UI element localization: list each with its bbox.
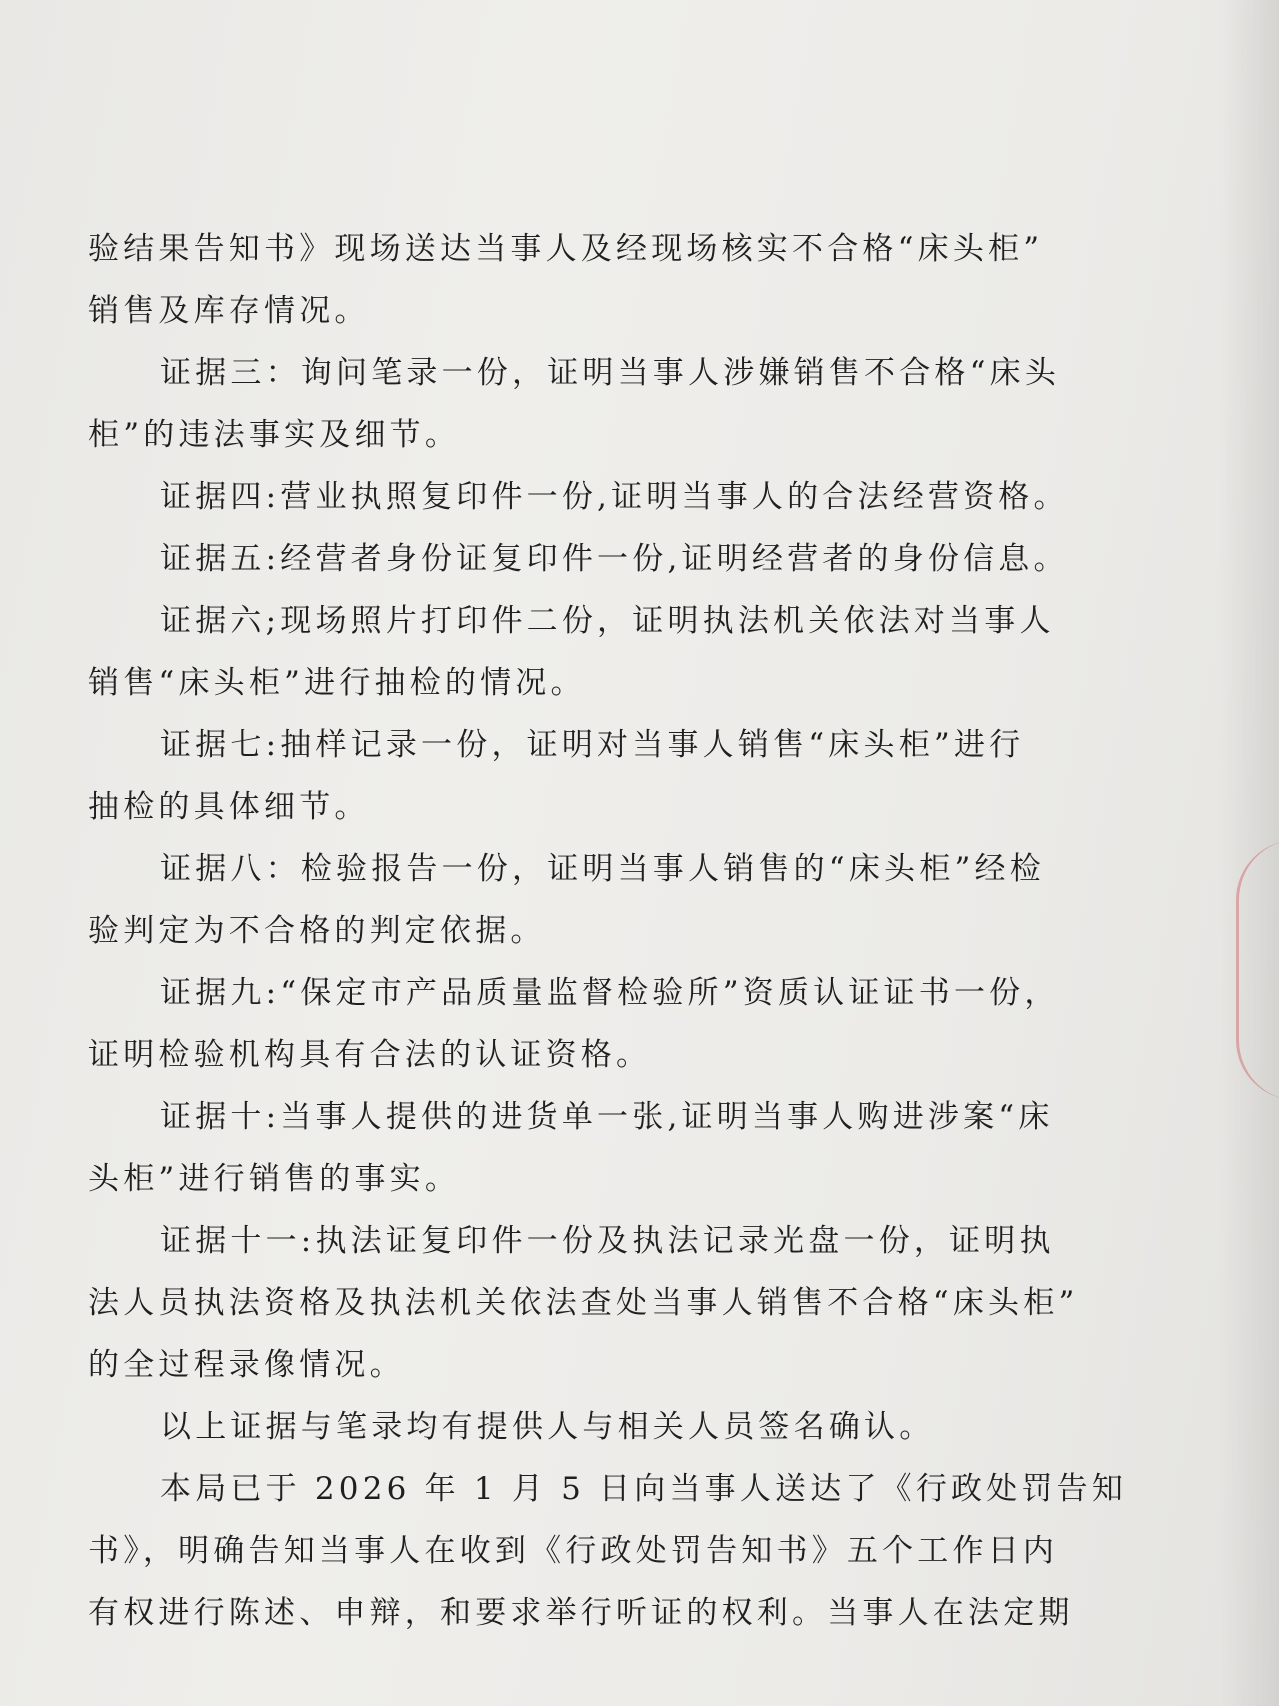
- text-line: 销售“床头柜”进行抽检的情况。: [88, 665, 586, 701]
- text-line: 有权进行陈述、申辩，和要求举行听证的权利。当事人在法定期: [88, 1595, 1074, 1631]
- text-line: 验结果告知书》现场送达当事人及经现场核实不合格“床头柜”: [88, 231, 1044, 267]
- text-line: 证据八：检验报告一份，证明当事人销售的“床头柜”经检: [160, 851, 1045, 887]
- text-line: 本局已于 2026 年 1 月 5 日向当事人送达了《行政处罚告知: [160, 1471, 1128, 1507]
- text-line: 书》，明确告知当事人在收到《行政处罚告知书》五个工作日内: [88, 1533, 1059, 1569]
- text-line: 证据七:抽样记录一份，证明对当事人销售“床头柜”进行: [160, 727, 1025, 763]
- text-line: 抽检的具体细节。: [88, 789, 370, 825]
- text-line: 证据十一:执法证复印件一份及执法记录光盘一份，证明执: [160, 1223, 1055, 1259]
- text-line: 验判定为不合格的判定依据。: [88, 913, 546, 949]
- text-line: 头柜”进行销售的事实。: [88, 1161, 461, 1197]
- text-line: 法人员执法资格及执法机关依法查处当事人销售不合格“床头柜”: [88, 1285, 1079, 1321]
- text-line: 柜”的违法事实及细节。: [88, 417, 461, 453]
- text-line: 的全过程录像情况。: [88, 1347, 405, 1383]
- text-line: 证明检验机构具有合法的认证资格。: [88, 1037, 652, 1073]
- text-line: 证据三：询问笔录一份，证明当事人涉嫌销售不合格“床头: [160, 355, 1061, 391]
- text-line: 证据六;现场照片打印件二份，证明执法机关依法对当事人: [160, 603, 1055, 639]
- document-body: [88, 218, 1128, 1644]
- text-line: 以上证据与笔录均有提供人与相关人员签名确认。: [160, 1409, 935, 1445]
- text-line: 证据十:当事人提供的进货单一张,证明当事人购进涉案“床: [160, 1099, 1054, 1135]
- text-line: 证据五:经营者身份证复印件一份,证明经营者的身份信息。: [160, 541, 1069, 577]
- text-line: 证据四:营业执照复印件一份,证明当事人的合法经营资格。: [160, 479, 1069, 515]
- text-line: 证据九:“保定市产品质量监督检验所”资质认证证书一份，: [160, 975, 1060, 1011]
- red-seal-edge: [1236, 840, 1279, 1100]
- text-line: 销售及库存情况。: [88, 293, 370, 329]
